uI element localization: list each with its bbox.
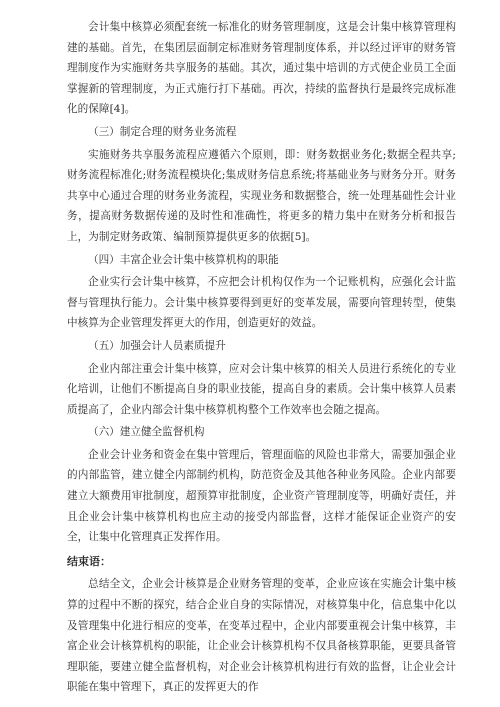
paragraph-business-process: 实施财务共享服务流程应遵循六个原则，即：财务数据业务化;数据全程共享;财务流程标准化;财务流程模块化;集成财务信息系统;将基础业务与财务分开。财务共享中心通过合理的财务业务流程，实现业务和数据整合，统一处理基础性会计业务，提高财务数据传递的及时性和准确性，将更多的精力集中在财务分析和报告上，为制定财务政策、编制预算提供更多的依据[5]。 — [67, 148, 456, 243]
heading-enrich-functions: （四）丰富企业会计集中核算机构的职能 — [88, 253, 279, 266]
paragraph-conclusion: 总结全文，企业会计核算是企业财务管理的变革，企业应该在实施会计集中核算的过程中不断的探究，结合企业自身的实际情况，对核算集中化，信息集中化以及管理集中化进行相应的变革，在变革过程中，企业内部要重视会计集中核算，丰富企业会计核算机构的职能，让企业会计核算机构不仅具备核算职能，更要具备管理职能，要建立健全监督机构，对企业会计核算机构进行有效的监督，让企业会计职能在集中管理下，真正的发挥更大的作 — [67, 578, 456, 694]
heading-staff-quality: （五）加强会计人员素质提升 — [88, 339, 226, 352]
paragraph-supervision: 企业会计业务和资金在集中管理后，管理面临的风险也非常大，需要加强企业的内部监管，建立健全内部制约机构，防范资金及其他各种业务风险。企业内部要建立大额费用审批制度，超预算审批制度，企业资产管理制度等，明确好责任，并且企业会计集中核算机构也应主动的接受内部监督，这样才能保证企业资产的安全，让集中化管理真正发挥作用。 — [67, 448, 456, 544]
paragraph-enrich-functions: 企业实行会计集中核算，不应把会计机构仅作为一个记账机构，应强化会计监督与管理执行能力。会计集中核算要得到更好的变革发展，需要向管理转型，使集中核算为企业管理发挥更大的作用，创造更好的效益。 — [67, 276, 456, 330]
paragraph-standardization: 会计集中核算必须配套统一标准化的财务管理制度，这是会计集中核算管理构建的基础。首先，在集团层面制定标准财务管理制度体系，并以经过评审的财务管理制度作为实施财务共享服务的基础。其次，通过集中培训的方式使企业员工全面掌握新的管理制度，为正式施行打下基础。再次，持续的监督执行是最终完成标准化的保障[4]。 — [67, 21, 456, 116]
paragraph-staff-quality: 企业内部注重会计集中核算，应对会计集中核算的相关人员进行系统化的专业化培训，让他们不断提高自身的职业技能，提高自身的素质。会计集中核算人员素质提高了，企业内部会计集中核算机构整个工作效率也会随之提高。 — [67, 362, 456, 416]
heading-supervision: （六）建立健全监督机构 — [88, 426, 205, 439]
heading-business-process: （三）制定合理的财务业务流程 — [88, 125, 237, 138]
conclusion-title: 结束语： — [67, 554, 111, 568]
